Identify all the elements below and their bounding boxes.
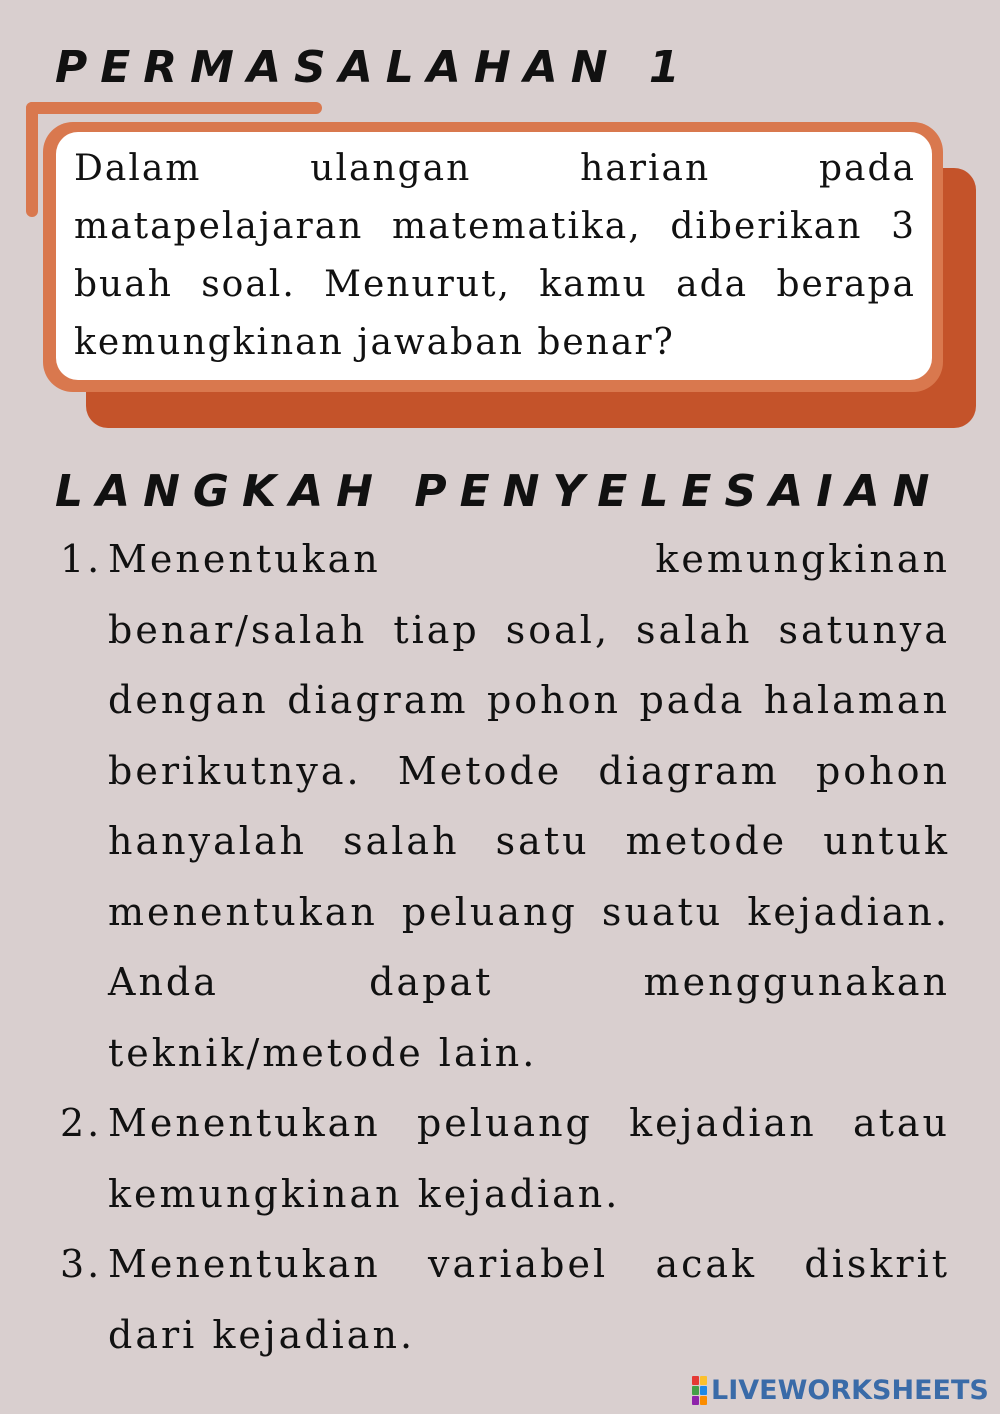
accent-line-vertical [26,102,38,217]
step-text: Menentukan kemungkinan benar/salah tiap soal, salah satunya dengan diagram pohon pada halaman berikutnya. Metode diagram pohon hanyalah salah satu metode untuk menentukan peluang suatu kejadian. Anda dapat menggunakan teknik/metode lain. [108,537,950,1075]
solution-steps [58,524,950,1370]
step-item [58,1088,950,1229]
problem-text: Dalam ulangan harian pada matapelajaran matematika, diberikan 3 buah soal. Menurut, kamu ada berapa kemungkinan jawaban benar? [74,148,916,363]
liveworksheets-logo [692,1374,989,1406]
step-item [58,524,950,1088]
logo-square [692,1386,699,1395]
accent-line-horizontal [26,102,322,114]
logo-square [700,1376,707,1385]
step-number: 3. [60,1242,103,1286]
step-number: 1. [60,537,103,581]
step-number: 2. [60,1101,103,1145]
step-text: Menentukan variabel acak diskrit dari kejadian. [108,1242,950,1357]
step-text: Menentukan peluang kejadian atau kemungkinan kejadian. [108,1101,950,1216]
step-item [58,1229,950,1370]
logo-square [692,1376,699,1385]
logo-text: LIVEWORKSHEETS [711,1374,989,1406]
logo-square [692,1396,699,1405]
logo-square [700,1396,707,1405]
solution-title: LANGKAH PENYELESAIAN [55,466,943,517]
problem-title: PERMASALAHAN 1 [55,42,693,93]
logo-square [700,1386,707,1395]
logo-icon [692,1376,707,1405]
